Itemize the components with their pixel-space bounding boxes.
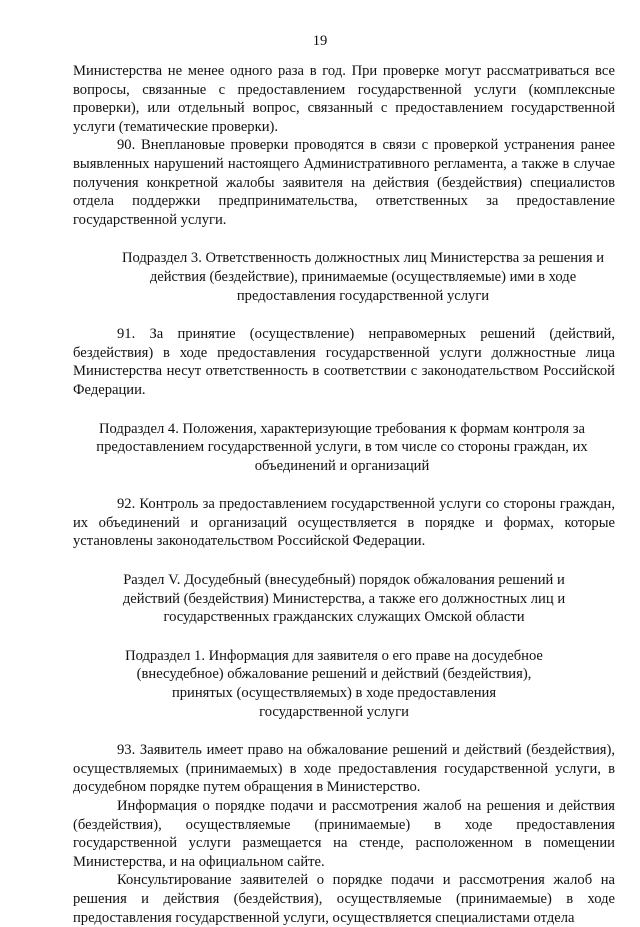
spacer xyxy=(73,475,615,495)
paragraph-92: 92. Контроль за предоставлением государственной услуги со стороны граждан, их объединений и организаций осуществляется в порядке и формах, которые установлены законодательством Российской Федерации. xyxy=(73,496,615,550)
paragraph-90: 90. Внеплановые проверки проводятся в связи с проверкой устранения ранее выявленных нарушений настоящего Административного регламента, а также в случае получения конкретной жалобы заявителя на действия (бездействия) специалистов отдела поддержки предпринимательства, ответственных за предоставление государственной услуги. xyxy=(73,137,615,228)
document-body xyxy=(73,62,615,927)
spacer xyxy=(73,305,615,325)
paragraph-consult: Консультирование заявителей о порядке подачи и рассмотрения жалоб на решения и действия (бездействия), осуществляемые (принимаемые) в ходе предоставления государственной услуги, осуществляется специалистами отдела xyxy=(73,872,615,926)
subsection-1-heading: Подраздел 1. Информация для заявителя о его праве на досудебное (внесудебное) обжалование решений и действий (бездействия), принятых (осуществляемых) в ходе предоставления государственной услуги xyxy=(125,647,543,720)
spacer xyxy=(73,229,615,249)
spacer xyxy=(73,400,615,420)
spacer xyxy=(73,551,615,571)
subsection-3-heading: Подраздел 3. Ответственность должностных лиц Министерства за решения и действия (бездействие), принимаемые (осуществляемые) ими в ходе предоставления государственной услуги xyxy=(121,250,605,304)
section-5-heading: Раздел V. Досудебный (внесудебный) порядок обжалования решений и действий (бездействия) Министерства, а также его должностных лиц и государственных гражданских служащих Омской области xyxy=(122,572,566,626)
paragraph-continuation: Министерства не менее одного раза в год. При проверке могут рассматриваться все вопросы, связанные с предоставлением государственной услуги (комплексные проверки), или отдельный вопрос, связанный с предоставлением государственной услуги (тематические проверки). xyxy=(73,63,615,135)
page-number: 19 xyxy=(312,33,328,49)
spacer xyxy=(73,721,615,741)
spacer xyxy=(73,627,615,647)
paragraph-91: 91. За принятие (осуществление) неправомерных решений (действий, бездействия) в ходе предоставления государственной услуги должностные лица Министерства несут ответственность в соответствии с законодательством Российской Федерации. xyxy=(73,326,615,398)
paragraph-info: Информация о порядке подачи и рассмотрения жалоб на решения и действия (бездействия), осуществляемые (принимаемые) в ходе предоставления государственной услуги размещается на стенде, расположенном в помещении Министерства, и на официальном сайте. xyxy=(73,798,615,870)
paragraph-93: 93. Заявитель имеет право на обжалование решений и действий (бездействия), осуществляемых (принимаемых) в ходе предоставления государственной услуги, в досудебном порядке путем обращения в Министерство. xyxy=(73,742,615,796)
subsection-4-heading: Подраздел 4. Положения, характеризующие требования к формам контроля за предоставлением государственной услуги, в том числе со стороны граждан, их объединений и организаций xyxy=(96,420,588,474)
